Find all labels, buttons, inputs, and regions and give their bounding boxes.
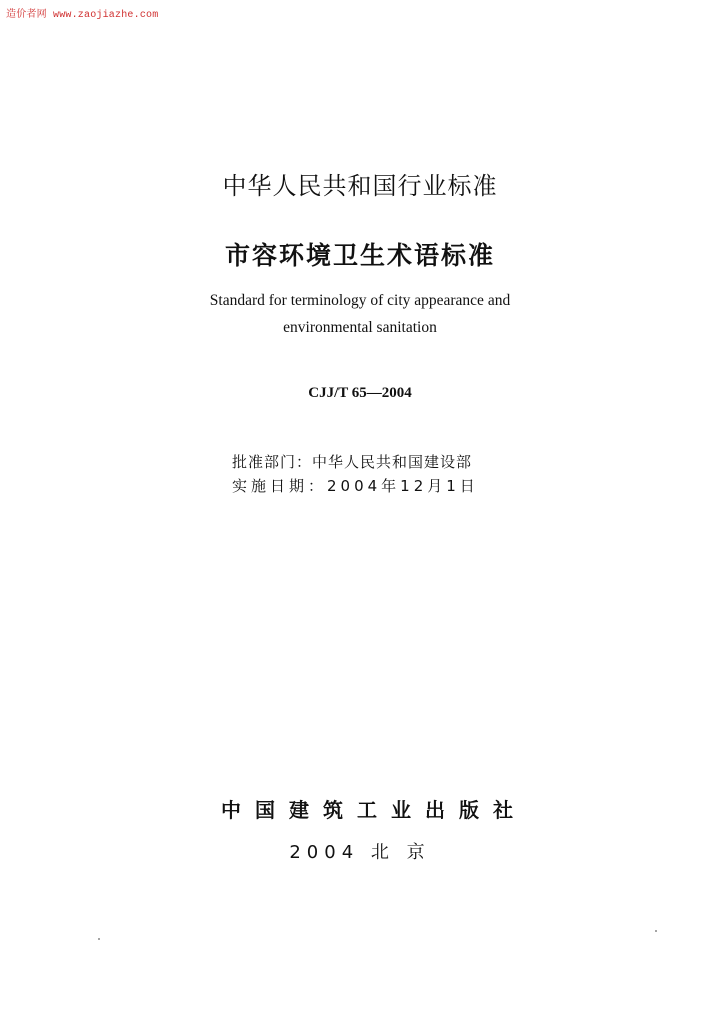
standard-code: CJJ/T 65—2004	[308, 385, 412, 401]
document-title-chinese: 市容环境卫生术语标准	[224, 241, 495, 270]
industry-standard-heading: 中华人民共和国行业标准	[222, 172, 498, 200]
publisher-name: 中国建筑工业出版社	[221, 798, 527, 822]
approval-department: 批准部门：中华人民共和国建设部	[232, 453, 473, 471]
publication-place-year: 2004 北 京	[289, 842, 431, 863]
watermark-text: 造价者网 www.zaojiazhe.com	[6, 10, 159, 21]
document-title-english-line1: Standard for terminology of city appearance and	[209, 292, 511, 309]
scan-speck	[655, 930, 657, 932]
effective-date: 实施日期：2004年12月1日	[232, 477, 479, 495]
scan-speck	[98, 938, 100, 940]
document-title-english-line2: environmental sanitation	[283, 319, 437, 336]
